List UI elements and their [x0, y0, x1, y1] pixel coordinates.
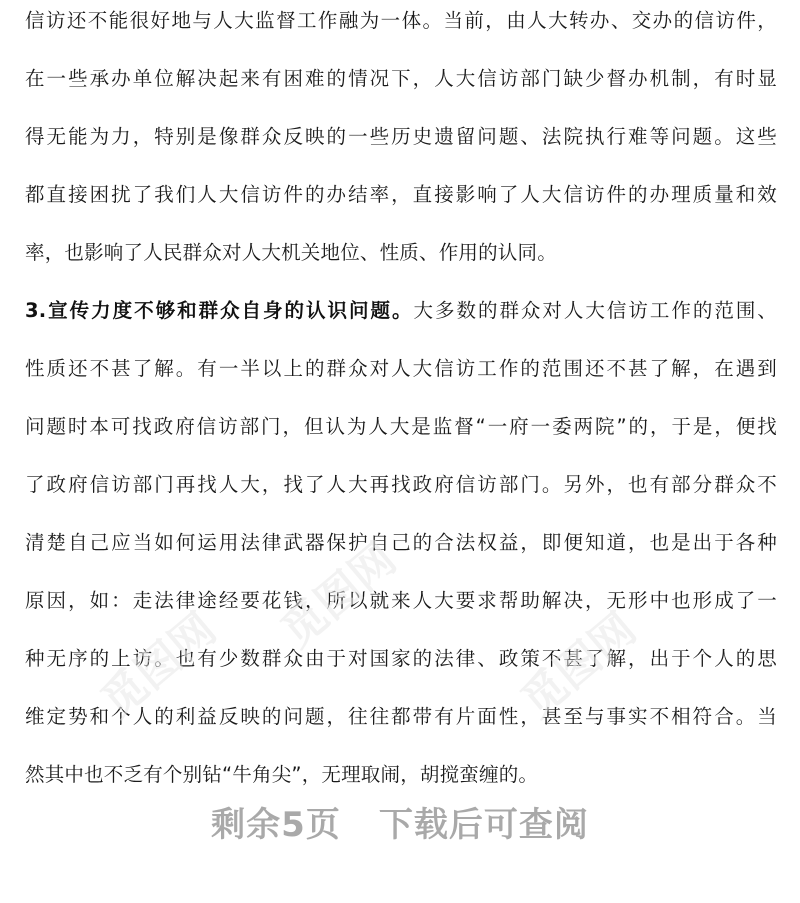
line-text: 在一些承办单位解决起来有困难的情况下，人大信访部门缺少督办机制，有时显: [25, 67, 777, 90]
text-line-11: [25, 572, 777, 630]
text-line-8: [25, 398, 777, 456]
download-to-view-label: 下载后可查阅: [378, 805, 589, 845]
text-line-7: [25, 340, 777, 398]
text-line-5: [25, 224, 777, 282]
text-line-13: [25, 688, 777, 746]
text-line-6: [25, 282, 777, 340]
line-text: 信访还不能很好地与人大监督工作融为一体。当前，由人大转办、交办的信访件，: [25, 9, 777, 32]
line-text: 得无能为力，特别是像群众反映的一些历史遗留问题、法院执行难等问题。这些: [25, 125, 777, 148]
line-text: 然其中也不乏有个别钻“牛角尖”，无理取闹，胡搅蛮缠的。: [25, 763, 539, 786]
remaining-pages-banner[interactable]: [0, 795, 800, 855]
text-line-1: [25, 0, 777, 50]
watermark-text: 觅图网: [91, 603, 226, 728]
line-text: 了政府信访部门再找人大，找了人大再找政府信访部门。另外，也有部分群众不: [25, 473, 777, 496]
line-text: 清楚自己应当如何运用法律武器保护自己的合法权益，即便知道，也是出于各种: [25, 531, 777, 554]
line-text: 种无序的上访。也有少数群众由于对国家的法律、政策不甚了解，出于个人的思: [25, 647, 777, 670]
text-line-4: [25, 166, 777, 224]
text-line-3: [25, 108, 777, 166]
text-line-10: [25, 514, 777, 572]
line-text: 问题时本可找政府信访部门，但认为人大是监督“一府一委两院”的，于是，便找: [25, 415, 777, 438]
watermark-text: 觅图网: [511, 603, 646, 728]
line-text: 性质还不甚了解。有一半以上的群众对人大信访工作的范围还不甚了解，在遇到: [25, 357, 777, 380]
section-heading: 3.宣传力度不够和群众自身的认识问题。: [25, 299, 414, 322]
line-text: 大多数的群众对人大信访工作的范围、: [413, 299, 777, 322]
line-text: 维定势和个人的利益反映的问题，往往都带有片面性，甚至与事实不相符合。当: [25, 705, 777, 728]
line-text: 原因，如：走法律途经要花钱，所以就来人大要求帮助解决，无形中也形成了一: [25, 589, 777, 612]
line-text: 率，也影响了人民群众对人大机关地位、性质、作用的认同。: [25, 241, 557, 264]
watermark-text: 觅图网: [271, 533, 406, 658]
remaining-pages-label: 剩余5页: [211, 805, 341, 845]
text-line-2: [25, 50, 777, 108]
text-line-12: [25, 630, 777, 688]
text-line-9: [25, 456, 777, 514]
line-text: 都直接困扰了我们人大信访件的办结率，直接影响了人大信访件的办理质量和效: [25, 183, 777, 206]
